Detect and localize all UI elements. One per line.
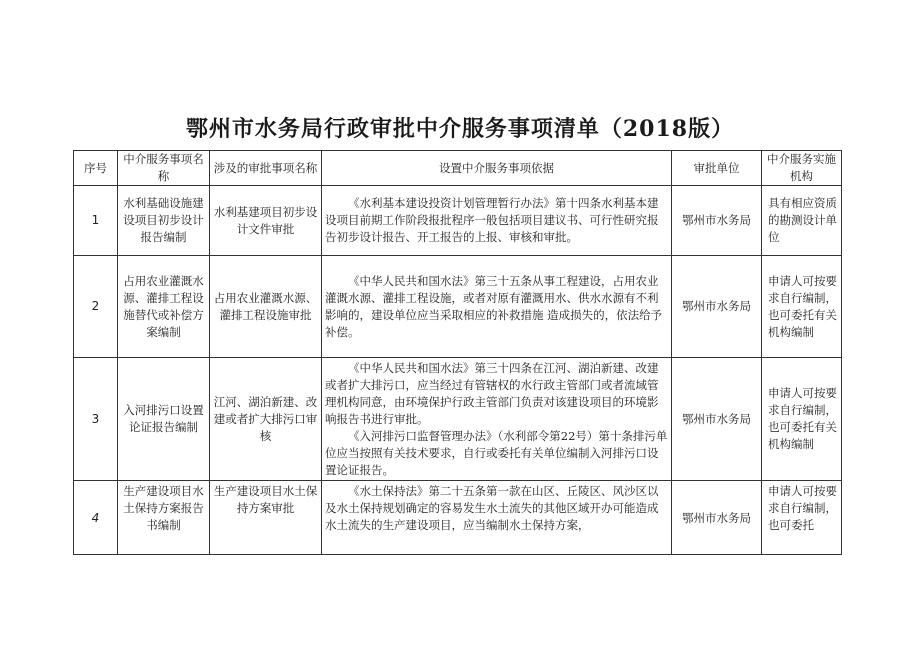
table-row (74, 186, 842, 256)
basis-paragraph: 《水土保持法》第二十五条第一款在山区、丘陵区、风沙区以及水土保持规划确定的容易发生水土流失的其他区域开办可能造成水土流失的生产建设项目，应当编制水土保持方案， (325, 484, 659, 532)
approval-name: 占用农业灌溉水源、灌排工程设施审批 (210, 256, 322, 358)
intermediary-services-table (73, 150, 842, 555)
header-no: 序号 (74, 151, 118, 186)
row-number: 2 (74, 256, 118, 358)
table-row (74, 358, 842, 481)
basis-text (322, 256, 672, 358)
implementing-agency: 具有相应资质的勘测设计单位 (762, 186, 842, 256)
row-number: 1 (74, 186, 118, 256)
service-name: 占用农业灌溉水源、灌排工程设施替代或补偿方案编制 (118, 256, 210, 358)
approval-unit: 鄂州市水务局 (672, 481, 762, 555)
table-row (74, 256, 842, 358)
basis-text (322, 481, 672, 555)
page-title: 鄂州市水务局行政审批中介服务事项清单（2018版） (185, 116, 735, 142)
header-service: 中介服务事项名称 (118, 151, 210, 186)
implementing-agency: 申请人可按要求自行编制，也可委托 (762, 481, 842, 555)
approval-unit: 鄂州市水务局 (672, 358, 762, 481)
header-unit: 审批单位 (672, 151, 762, 186)
approval-name: 生产建设项目水土保持方案审批 (210, 481, 322, 555)
implementing-agency: 申请人可按要求自行编制，也可委托有关机构编制 (762, 358, 842, 481)
basis-paragraph: 《水利基本建设投资计划管理暂行办法》第十四条水利基本建设项目前期工作阶段报批程序一般包括项目建议书、可行性研究报告初步设计报告、开工报告的上报、审核和审批。 (325, 196, 659, 244)
header-agency: 中介服务实施机构 (762, 151, 842, 186)
approval-unit: 鄂州市水务局 (672, 186, 762, 256)
approval-name: 水利基建项目初步设计文件审批 (210, 186, 322, 256)
implementing-agency: 申请人可按要求自行编制，也可委托有关机构编制 (762, 256, 842, 358)
row-number: 4 (74, 481, 118, 555)
basis-text (322, 186, 672, 256)
row-number: 3 (74, 358, 118, 481)
header-basis: 设置中介服务事项依据 (322, 151, 672, 186)
table-row (74, 481, 842, 555)
basis-paragraph: 《中华人民共和国水法》第三十五条从事工程建设，占用农业灌溉水源、灌排工程设施，或者对原有灌溉用水、供水水源有不利影响的，建设单位应当采取相应的补救措施 造成损失的，依法给予补偿。 (325, 273, 663, 339)
basis-text (322, 358, 672, 481)
approval-name: 江河、湖泊新建、改建或者扩大排污口审核 (210, 358, 322, 481)
service-name: 水利基础设施建设项目初步设计报告编制 (118, 186, 210, 256)
table-header-row (74, 151, 842, 186)
basis-paragraph: 《中华人民共和国水法》第三十四条在江河、湖泊新建、改建或者扩大排污口，应当经过有管辖权的水行政主管部门或者流域管理机构同意，由环境保护行政主管部门负责对该建设项目的环境影响报告书进行审批。 (325, 360, 659, 426)
approval-unit: 鄂州市水务局 (672, 256, 762, 358)
service-name: 入河排污口设置论证报告编制 (118, 358, 210, 481)
service-name: 生产建设项目水土保持方案报告书编制 (118, 481, 210, 555)
header-approval: 涉及的审批事项名称 (210, 151, 322, 186)
basis-paragraph: 《入河排污口监督管理办法》（水利部令第22号）第十条排污单位应当按照有关技术要求，自行或委托有关单位编制入河排污口设置论证报告。 (325, 428, 668, 477)
